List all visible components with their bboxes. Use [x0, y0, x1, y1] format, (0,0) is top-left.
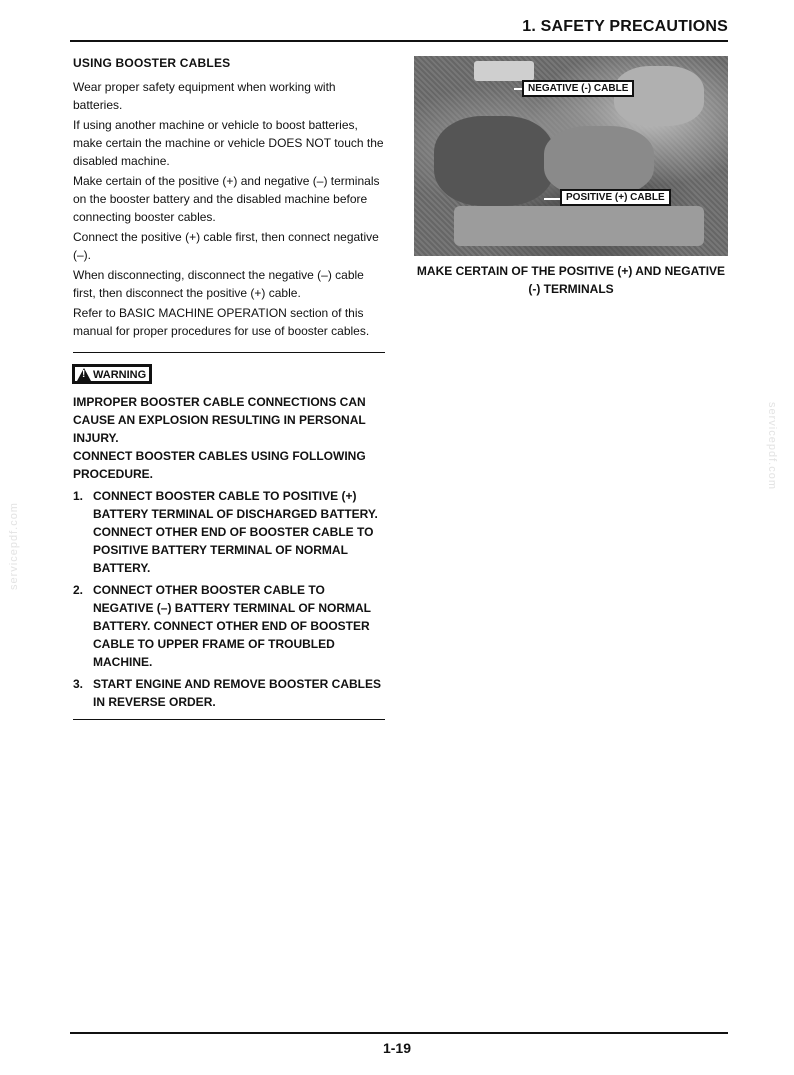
warning-label — [73, 365, 151, 383]
page-header-title: 1. SAFETY PRECAUTIONS — [522, 18, 728, 35]
paragraph: Connect the positive (+) cable first, then connect negative (–). — [73, 230, 379, 262]
left-column — [73, 56, 385, 720]
step-text: START ENGINE AND REMOVE BOOSTER CABLES IN REVERSE ORDER. — [93, 677, 382, 709]
photo-detail — [434, 116, 554, 206]
page-number: 1-19 — [382, 1040, 412, 1056]
paragraph: When disconnecting, disconnect the negative (–) cable first, then disconnect the positive (+) cable. — [73, 268, 364, 300]
section-divider — [73, 352, 385, 353]
warning-step — [73, 675, 385, 711]
footer-rule — [70, 1032, 728, 1034]
photo-detail — [454, 206, 704, 246]
warning-steps — [73, 487, 385, 711]
paragraph: Wear proper safety equipment when working with batteries. — [73, 80, 336, 112]
warning-triangle-icon — [77, 368, 91, 381]
warning-end-rule — [73, 719, 385, 720]
header-rule — [70, 40, 728, 42]
paragraph: Refer to BASIC MACHINE OPERATION section of this manual for proper procedures for use of booster cables. — [73, 306, 370, 338]
positive-cable-callout: POSITIVE (+) CABLE — [560, 189, 671, 206]
step-number: 3. — [73, 677, 84, 691]
callout-leader-line — [514, 88, 522, 90]
step-text: CONNECT OTHER BOOSTER CABLE TO NEGATIVE (–) BATTERY TERMINAL OF NORMAL BATTERY. CONNECT OTHER END OF BOOSTER CABLE TO UPPER FRAME OF TROUBLED MACHINE. — [93, 583, 371, 669]
watermark-left: servicepdf.com — [8, 502, 20, 590]
paragraph: Make certain of the positive (+) and negative (–) terminals on the booster battery and the disabled machine before connecting booster cables. — [73, 174, 380, 224]
watermark-right: servicepdf.com — [766, 402, 778, 490]
step-number: 1. — [73, 489, 84, 503]
photo-detail — [474, 61, 534, 81]
warning-step — [73, 581, 385, 671]
step-text: CONNECT BOOSTER CABLE TO POSITIVE (+) BATTERY TERMINAL OF DISCHARGED BATTERY. CONNECT OTHER END OF BOOSTER CABLE TO POSITIVE BATTERY TERMINAL OF NORMAL BATTERY. — [93, 489, 378, 575]
warning-text: IMPROPER BOOSTER CABLE CONNECTIONS CAN CAUSE AN EXPLOSION RESULTING IN PERSONAL INJURY. — [73, 395, 366, 445]
warning-label-text: WARNING — [93, 368, 147, 381]
photo-detail — [544, 126, 654, 196]
warning-step — [73, 487, 385, 577]
paragraph: If using another machine or vehicle to boost batteries, make certain the machine or vehicle DOES NOT touch the disabled machine. — [73, 118, 384, 168]
warning-text: CONNECT BOOSTER CABLES USING FOLLOWING PROCEDURE. — [73, 449, 366, 481]
section-heading: USING BOOSTER CABLES — [73, 56, 231, 70]
battery-photo — [414, 56, 728, 256]
negative-cable-callout: NEGATIVE (-) CABLE — [522, 80, 634, 97]
figure-caption: MAKE CERTAIN OF THE POSITIVE (+) AND NEGATIVE (-) TERMINALS — [416, 264, 726, 296]
step-number: 2. — [73, 583, 84, 597]
